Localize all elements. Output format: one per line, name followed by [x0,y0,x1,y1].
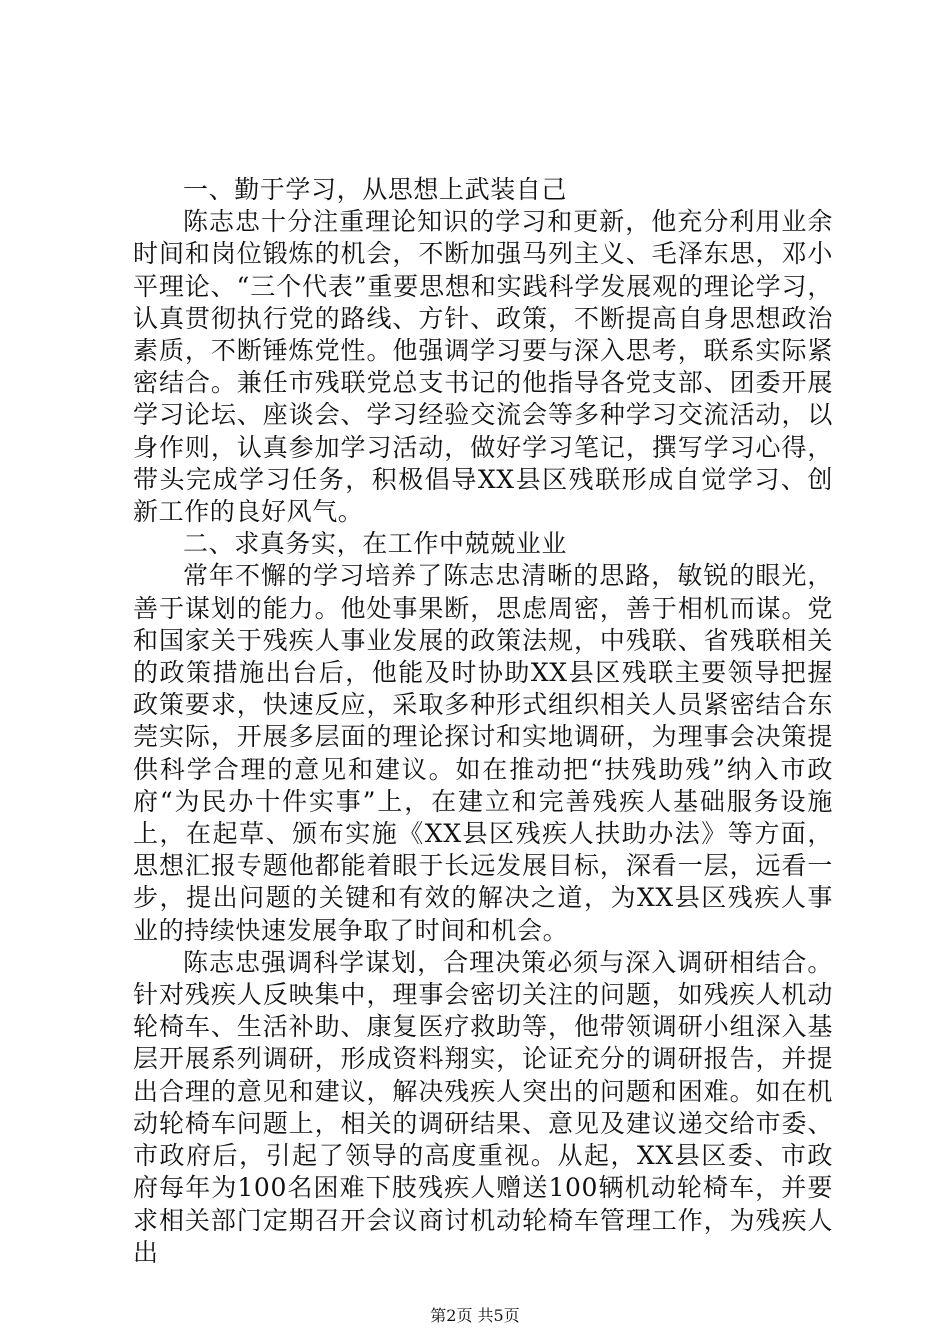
section-heading-1: 一、勤于学习，从思想上武装自己 [183,175,568,204]
section-heading-2: 二、求真务实，在工作中兢兢业业 [183,529,568,559]
document-body [133,174,833,1269]
body-paragraph: 陈志忠十分注重理论知识的学习和更新，他充分利用业余时间和岗位锻炼的机会，不断加强马列主义、毛泽东思，邓小平理论、“三个代表”重要思想和实践科学发展观的理论学习，认真贯彻执行党的路线、方针、政策，不断提高自身思想政治素质，不断锤炼党性。他强调学习要与深入思考，联系实际紧密结合。兼任市残联党总支书记的他指导各党支部、团委开展学习论坛、座谈会、学习经验交流会等多种学习交流活动，以身作则，认真参加学习活动，做好学习笔记，撰写学习心得，带头完成学习任务，积极倡导XX县区残联形成自觉学习、创新工作的良好风气。 [133,207,833,527]
body-paragraph: 陈志忠强调科学谋划，合理决策必须与深入调研相结合。针对残疾人反映集中，理事会密切关注的问题，如残疾人机动轮椅车、生活补助、康复医疗救助等，他带领调研小组深入基层开展系列调研，形成资料翔实，论证充分的调研报告，并提出合理的意见和建议，解决残疾人突出的问题和困难。如在机动轮椅车问题上，相关的调研结果、意见及建议递交给市委、市政府后，引起了领导的高度重视。从起，XX县区委、市政府每年为100名困难下肢残疾人赠送100辆机动轮椅车，并要求相关部门定期召开会议商讨机动轮椅车管理工作，为残疾人出 [133,947,833,1267]
page-number-footer: 第2页 共5页 [430,1306,520,1325]
body-paragraph: 常年不懈的学习培养了陈志忠清晰的思路，敏锐的眼光，善于谋划的能力。他处事果断，思虑周密，善于相机而谋。党和国家关于残疾人事业发展的政策法规，中残联、省残联相关的政策措施出台后，他能及时协助XX县区残联主要领导把握政策要求，快速反应，采取多种形式组织相关人员紧密结合东莞实际，开展多层面的理论探讨和实地调研，为理事会决策提供科学合理的意见和建议。如在推动把“扶残助残”纳入市政府“为民办十件实事”上，在建立和完善残疾人基础服务设施上，在起草、颁布实施《XX县区残疾人扶助办法》等方面，思想汇报专题他都能着眼于长远发展目标，深看一层，远看一步，提出问题的关键和有效的解决之道，为XX县区残疾人事业的持续快速发展争取了时间和机会。 [133,561,833,945]
